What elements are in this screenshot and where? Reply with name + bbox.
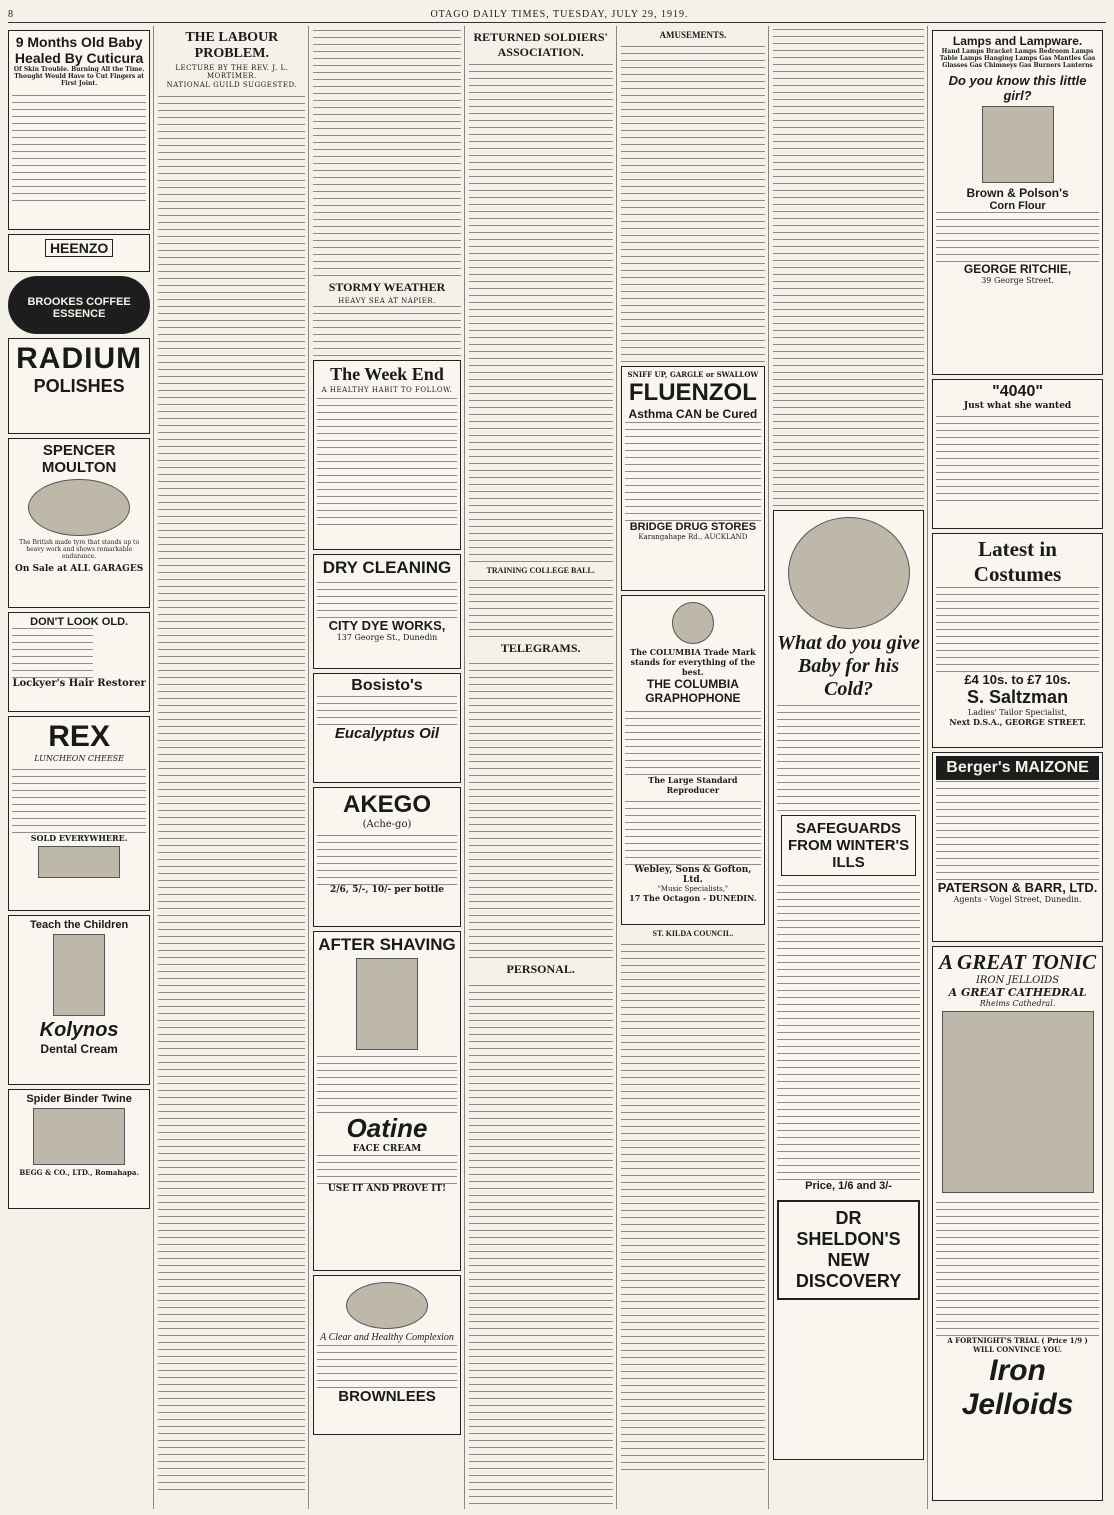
twine-illustration xyxy=(33,1108,125,1165)
cathedral-sub: Rheims Cathedral. xyxy=(979,999,1056,1008)
spencer-logo: SPENCER MOULTON xyxy=(41,442,117,476)
telegrams-headline: TELEGRAMS. xyxy=(500,641,581,655)
paterson-name: PATERSON & BARR, LTD. xyxy=(937,880,1098,895)
rex-ad xyxy=(8,716,150,911)
costumes-price: £4 10s. to £7 10s. xyxy=(964,672,1071,687)
twine-heading: Spider Binder Twine xyxy=(26,1093,132,1105)
brown-sub: Corn Flour xyxy=(989,200,1046,212)
dry-name: CITY DYE WORKS, xyxy=(328,618,446,633)
bridge-heading: BRIDGE DRUG STORES xyxy=(629,521,757,533)
radium-sub: POLISHES xyxy=(33,376,125,396)
fluenzol-ad xyxy=(621,366,765,591)
twine-agent: BEGG & CO., LTD., Romahapa. xyxy=(19,1168,139,1177)
columns xyxy=(8,26,1106,1509)
jelloids-body xyxy=(936,1196,1099,1336)
akego-body xyxy=(317,830,456,885)
maizone-body xyxy=(936,780,1099,880)
cuticura-body xyxy=(12,91,146,201)
akego-logo: AKEGO xyxy=(342,791,431,818)
rsa-body xyxy=(469,62,613,562)
page-title: OTAGO DAILY TIMES, TUESDAY, JULY 29, 1919. xyxy=(430,8,689,20)
telegrams-body xyxy=(469,658,613,958)
webley-name: Webley, Sons & Gofton, Ltd. xyxy=(634,865,752,885)
cuticura-heading: 9 Months Old Baby xyxy=(15,34,143,50)
tonic-sub: IRON JELLOIDS xyxy=(975,975,1060,986)
stormy-headline: STORMY WEATHER xyxy=(328,280,446,294)
kolynos-logo: Kolynos xyxy=(39,1019,119,1041)
trade-mark-icon xyxy=(672,602,714,644)
page-number: 8 xyxy=(8,8,13,20)
cuticura-heading-2: Healed By Cuticura xyxy=(14,50,144,66)
column-7 xyxy=(932,26,1106,1509)
sheldons-logo: DR SHELDON'S NEW DISCOVERY xyxy=(777,1200,920,1300)
kolynos-sub: Dental Cream xyxy=(40,1042,118,1056)
tyre-illustration xyxy=(28,479,130,536)
columbia-ad xyxy=(621,595,765,925)
cathedral-heading: A GREAT CATHEDRAL xyxy=(948,986,1087,999)
rex-sold: SOLD EVERYWHERE. xyxy=(30,833,128,843)
sheldons-body xyxy=(777,880,920,1180)
lamps-heading: Lamps and Lampware. xyxy=(952,34,1083,48)
akego-sub: (Ache-go) xyxy=(362,819,412,830)
brookes-logo: BROOKES COFFEE ESSENCE xyxy=(27,296,131,320)
fluenzol-logo: FLUENZOL xyxy=(628,379,757,406)
clear-heading: A Clear and Healthy Complexion xyxy=(320,1332,454,1343)
lockyer-body xyxy=(12,628,93,678)
weekend-heading: The Week End xyxy=(330,364,444,384)
ritchie-name: GEORGE RITCHIE, xyxy=(963,262,1072,276)
4711-body xyxy=(936,411,1099,501)
maizone-ad xyxy=(932,752,1103,942)
akego-ad xyxy=(313,787,460,927)
columbia-graphophone: THE COLUMBIA GRAPHOPHONE xyxy=(645,677,741,705)
training-headline: TRAINING COLLEGE BALL. xyxy=(486,566,595,575)
rex-logo: REX xyxy=(48,720,110,753)
sheldons-price: Price, 1/6 and 3/- xyxy=(805,1180,892,1192)
saltzman-logo: S. Saltzman xyxy=(967,687,1069,707)
weekend-body xyxy=(317,395,456,525)
heenzo-logo: HEENZO xyxy=(45,239,113,257)
spencer-ad xyxy=(8,438,150,608)
baby-body xyxy=(777,701,920,811)
dry-body xyxy=(317,578,456,618)
radium-logo: RADIUM xyxy=(16,342,143,375)
girl-heading: Do you know this little girl? xyxy=(948,73,1087,103)
labour-subhead: NATIONAL GUILD SUGGESTED. xyxy=(166,81,298,89)
stkilda-body-cont xyxy=(773,26,924,506)
bridge-addr: Karangahape Rd., AUCKLAND xyxy=(638,533,748,541)
fluenzol-sub: Asthma CAN be Cured xyxy=(628,407,758,421)
cuticura-ad xyxy=(8,30,150,230)
kolynos-ad xyxy=(8,915,150,1085)
columbia-reproducer: The Large Standard Reproducer xyxy=(648,775,738,795)
oatine-cta: USE IT AND PROVE IT! xyxy=(327,1184,447,1194)
4711-sub: Just what she wanted xyxy=(963,401,1072,411)
column-6 xyxy=(773,26,928,1509)
column-5 xyxy=(621,26,769,1509)
rex-body xyxy=(12,763,146,833)
webley-addr: 17 The Octagon - DUNEDIN. xyxy=(629,893,757,903)
ritchie-addr: 39 George Street. xyxy=(981,276,1054,285)
woman-illustration xyxy=(346,1282,428,1329)
amusements-body xyxy=(621,42,765,362)
heenzo-ad xyxy=(8,234,150,272)
jelloids-trial: A FORTNIGHT'S TRIAL ( Price 1/9 ) WILL CONVINCE YOU. xyxy=(947,1336,1088,1354)
after-shaving: AFTER SHAVING xyxy=(318,935,456,954)
spencer-text: The British made tyre that stands up to heavy work and shows remarkable endurance. xyxy=(19,539,140,560)
cheese-box-illustration xyxy=(38,846,120,878)
safeguards-heading: SAFEGUARDS FROM WINTER'S ILLS xyxy=(781,815,916,876)
columbia-body xyxy=(625,705,761,775)
column-3 xyxy=(313,26,464,1509)
saltzman-body xyxy=(936,587,1099,672)
amusements-headline: AMUSEMENTS. xyxy=(659,30,727,40)
training-body xyxy=(469,577,613,637)
personal-headline: PERSONAL. xyxy=(506,962,575,976)
brookes-ad xyxy=(8,276,150,334)
kolynos-teach: Teach the Children xyxy=(30,919,129,931)
oatine-sub: FACE CREAM xyxy=(352,1144,422,1154)
4711-ad xyxy=(932,379,1103,529)
column-1 xyxy=(8,26,154,1509)
labour-byline: LECTURE BY THE REV. J. L. MORTIMER. xyxy=(175,64,289,80)
masthead xyxy=(8,6,1106,23)
dry-heading: DRY CLEANING xyxy=(322,558,452,577)
oatine-ad xyxy=(313,931,460,1271)
bosistos-body xyxy=(317,695,456,725)
lockyer-ad xyxy=(8,612,150,712)
cathedral-illustration xyxy=(942,1011,1094,1193)
jelloids-logo: Iron Jelloids xyxy=(961,1354,1074,1421)
stormy-sub: HEAVY SEA AT NAPIER. xyxy=(338,297,436,305)
dry-cleaning-ad xyxy=(313,554,460,669)
bosistos-ad xyxy=(313,673,460,783)
eucalyptus-logo: Eucalyptus Oil xyxy=(334,725,440,742)
fluenzol-body xyxy=(625,421,761,521)
oatine-logo: Oatine xyxy=(346,1113,428,1143)
ritchie-body xyxy=(936,212,1099,262)
dry-addr: 137 George St., Dunedin xyxy=(336,633,438,642)
saltzman-addr: Next D.S.A., GEORGE STREET. xyxy=(949,717,1086,727)
spencer-sale: On Sale at ALL GARAGES xyxy=(15,564,144,574)
baby-illustration xyxy=(788,517,910,629)
stormy-body xyxy=(313,306,460,356)
stkilda-body xyxy=(621,940,765,1470)
clear-body xyxy=(317,1343,456,1388)
columbia-body-2 xyxy=(625,795,761,865)
webley-sub: "Music Specialists," xyxy=(657,885,729,893)
weekend-sub: A HEALTHY HABIT TO FOLLOW. xyxy=(321,386,453,394)
child-illustration xyxy=(53,934,105,1016)
lamp-illustration xyxy=(982,106,1054,183)
column-4 xyxy=(469,26,617,1509)
columbia-trade-mark: The COLUMBIA Trade Mark stands for everything of the best. xyxy=(630,647,756,677)
sheldons-ad xyxy=(773,510,924,1460)
ritchie-ad xyxy=(932,30,1103,375)
twine-ad xyxy=(8,1089,150,1209)
labour-headline: THE LABOUR PROBLEM. xyxy=(185,30,279,61)
labour-article-cont xyxy=(313,26,460,276)
4711-logo: "4040" xyxy=(992,383,1043,400)
latest-heading: Latest in Costumes xyxy=(973,537,1062,586)
rex-sub: LUNCHEON CHEESE xyxy=(34,754,124,763)
brownlees-logo: BROWNLEES xyxy=(338,1388,436,1405)
saltzman-ad xyxy=(932,533,1103,748)
akego-price: 2/6, 5/-, 10/- per bottle xyxy=(330,885,444,895)
rsa-headline: RETURNED SOLDIERS' ASSOCIATION. xyxy=(473,30,608,59)
radium-ad xyxy=(8,338,150,434)
lockyer-name: Lockyer's Hair Restorer xyxy=(12,678,146,689)
labour-article-body xyxy=(158,90,305,1490)
fluenzol-pre: SNIFF UP, GARGLE or SWALLOW xyxy=(627,370,759,379)
oatine-body xyxy=(317,1053,456,1113)
paterson-sub: Agents - Vogel Street, Dunedin. xyxy=(953,895,1082,904)
oatine-body-2 xyxy=(317,1154,456,1184)
bosistos-logo: Bosisto's xyxy=(351,677,423,694)
saltzman-sub: Ladies' Tailor Specialist, xyxy=(967,708,1068,717)
baby-heading: What do you give Baby for his Cold? xyxy=(777,632,920,700)
lamps-list: Hand Lamps Bracket Lamps Bedroom Lamps Table Lamps Hanging Lamps Gas Mantles Gas Glasses Gas Chimneys Gas Burners Lanterns xyxy=(939,48,1096,69)
cuticura-sub: Of Skin Trouble. Burning All the Time. Thought Would Have to Cut Fingers at First Joint. xyxy=(13,66,145,87)
brownlees-ad xyxy=(313,1275,460,1435)
stkilda-headline: ST. KILDA COUNCIL. xyxy=(652,929,734,938)
personal-body xyxy=(469,979,613,1509)
column-2 xyxy=(158,26,309,1509)
jelloids-ad xyxy=(932,946,1103,1501)
lockyer-heading: DON'T LOOK OLD. xyxy=(30,616,129,628)
shaving-man-illustration xyxy=(356,958,418,1050)
brown-logo: Brown & Polson's xyxy=(966,186,1069,200)
maizone-logo: Berger's MAIZONE xyxy=(936,756,1099,780)
weekend-ad xyxy=(313,360,460,550)
tonic-heading: A GREAT TONIC xyxy=(938,950,1097,974)
